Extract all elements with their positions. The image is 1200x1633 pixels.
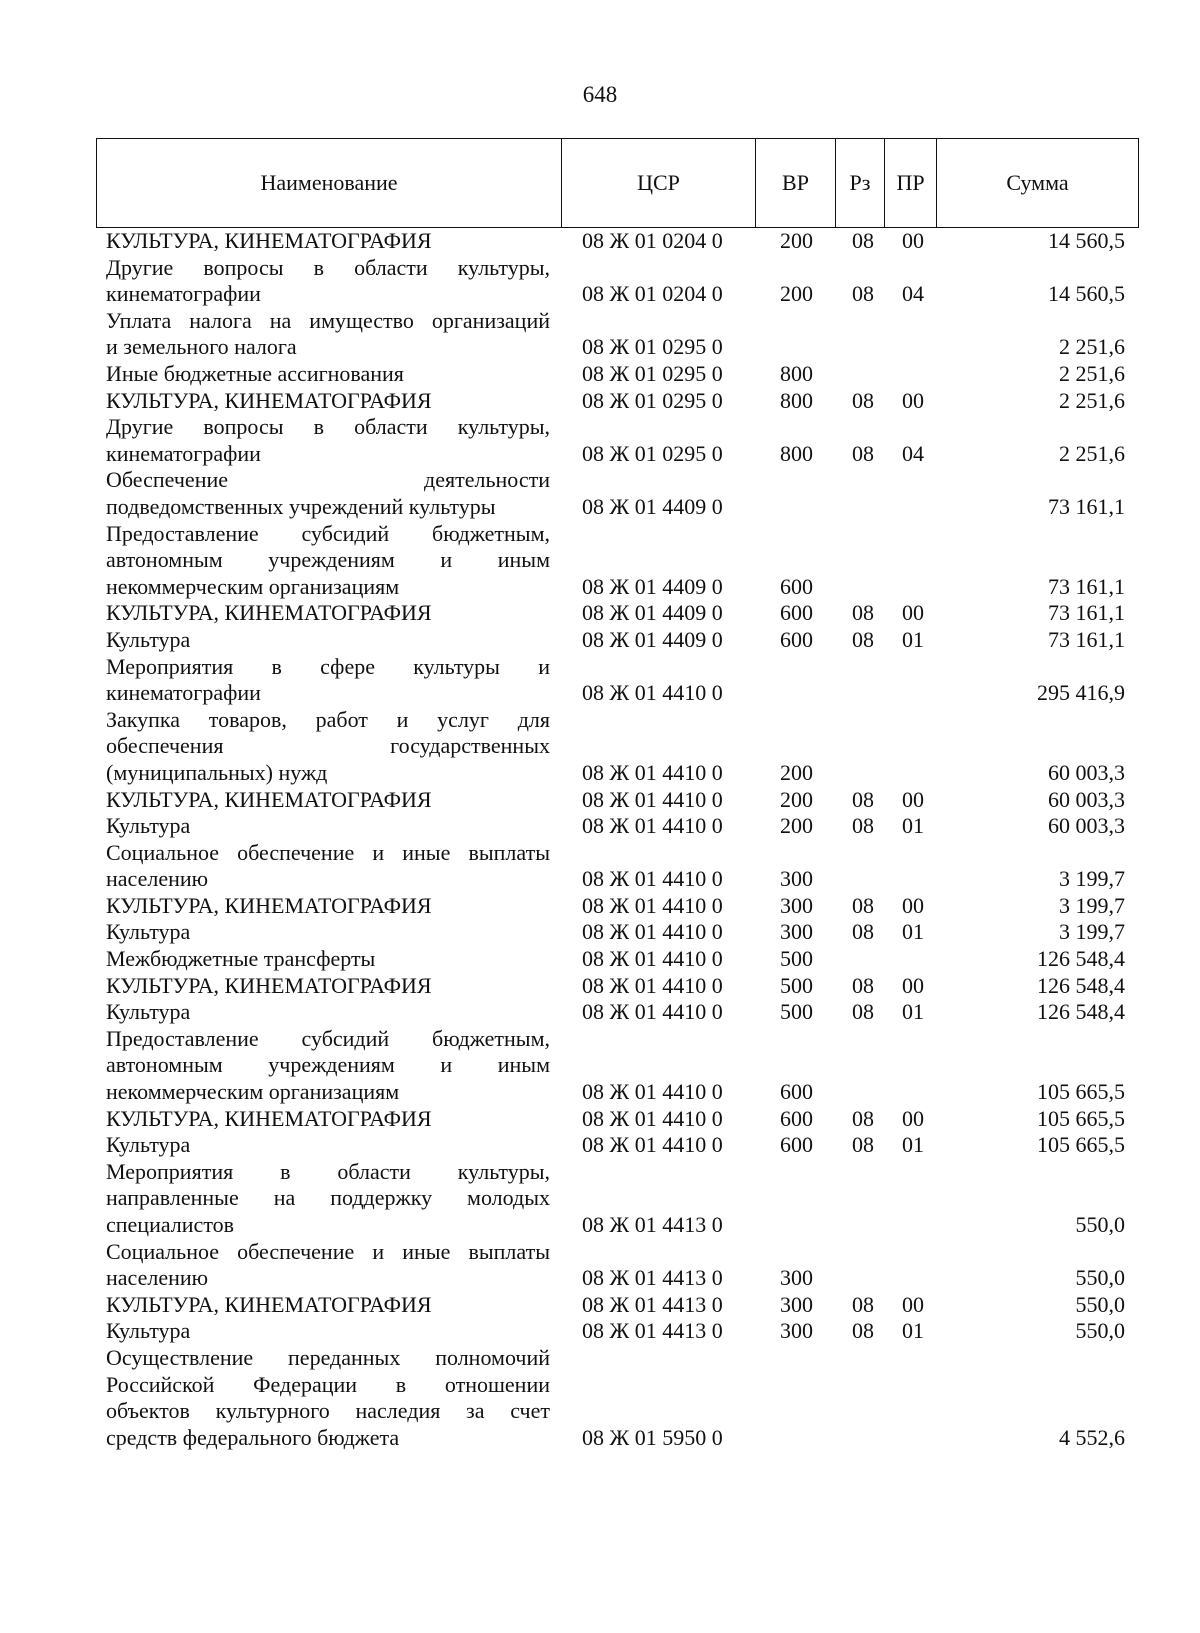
row-vr: 600	[780, 573, 813, 599]
row-name	[106, 973, 550, 1000]
row-csr: 08 Ж 01 0204 0	[582, 228, 723, 253]
row-name-line: обеспечения государственных	[106, 733, 550, 759]
row-csr: 08 Ж 01 4413 0	[582, 1291, 723, 1317]
row-pr: 00	[902, 1291, 924, 1317]
row-sum: 3 199,7	[1059, 919, 1125, 945]
row-name	[106, 521, 550, 601]
row-name-line: КУЛЬТУРА, КИНЕМАТОГРАФИЯ	[106, 1105, 432, 1131]
row-pr: 01	[902, 626, 924, 652]
row-name	[106, 813, 550, 840]
row-sum: 73 161,1	[1048, 626, 1125, 652]
table-row	[0, 627, 1200, 654]
row-csr: 08 Ж 01 4410 0	[582, 1105, 723, 1131]
row-csr: 08 Ж 01 4409 0	[582, 493, 723, 519]
row-name-line: КУЛЬТУРА, КИНЕМАТОГРАФИЯ	[106, 228, 432, 253]
table-row	[0, 1159, 1200, 1239]
row-vr: 500	[780, 946, 813, 972]
row-csr: 08 Ж 01 4410 0	[582, 786, 723, 812]
row-vr: 200	[780, 759, 813, 785]
row-name	[106, 361, 550, 388]
table-row	[0, 1132, 1200, 1159]
row-name-line: направленные на поддержку молодых	[106, 1185, 550, 1211]
row-sum: 3 199,7	[1059, 892, 1125, 918]
row-vr: 300	[780, 866, 813, 892]
row-pr: 04	[902, 440, 924, 466]
header-sum: Сумма	[937, 139, 1139, 228]
row-vr: 300	[780, 1265, 813, 1291]
row-sum: 295 416,9	[1037, 680, 1125, 706]
row-rz: 08	[852, 999, 874, 1025]
row-pr: 00	[902, 892, 924, 918]
table-row	[0, 893, 1200, 920]
row-rz: 08	[852, 281, 874, 307]
row-vr: 500	[780, 999, 813, 1025]
row-vr: 500	[780, 972, 813, 998]
row-vr: 200	[780, 281, 813, 307]
row-vr: 600	[780, 1079, 813, 1105]
row-csr: 08 Ж 01 4410 0	[582, 866, 723, 892]
row-vr: 800	[780, 387, 813, 413]
table-row	[0, 707, 1200, 787]
table-row	[0, 255, 1200, 308]
row-name	[106, 1239, 550, 1292]
row-name	[106, 308, 550, 361]
row-name	[106, 1292, 550, 1319]
row-name	[106, 787, 550, 814]
row-csr: 08 Ж 01 4413 0	[582, 1212, 723, 1238]
row-sum: 14 560,5	[1048, 281, 1125, 307]
table-row	[0, 919, 1200, 946]
row-sum: 2 251,6	[1059, 334, 1125, 360]
row-pr: 00	[902, 786, 924, 812]
row-csr: 08 Ж 01 0295 0	[582, 360, 723, 386]
row-rz: 08	[852, 1291, 874, 1317]
row-pr: 01	[902, 999, 924, 1025]
row-vr: 300	[780, 892, 813, 918]
row-name	[106, 600, 550, 627]
row-name-line: КУЛЬТУРА, КИНЕМАТОГРАФИЯ	[106, 972, 432, 998]
row-name-line: Уплата налога на имущество организаций	[106, 307, 550, 333]
row-csr: 08 Ж 01 0295 0	[582, 387, 723, 413]
row-csr: 08 Ж 01 4409 0	[582, 573, 723, 599]
row-sum: 2 251,6	[1059, 387, 1125, 413]
row-name	[106, 707, 550, 787]
row-csr: 08 Ж 01 4410 0	[582, 1132, 723, 1158]
row-name	[106, 467, 550, 520]
row-name-line: средств федерального бюджета	[106, 1424, 400, 1450]
row-name	[106, 1159, 550, 1239]
row-pr: 01	[902, 1132, 924, 1158]
header-csr: ЦСР	[562, 139, 756, 228]
table-row	[0, 946, 1200, 973]
row-name	[106, 999, 550, 1026]
row-pr: 00	[902, 387, 924, 413]
row-csr: 08 Ж 01 4410 0	[582, 813, 723, 839]
row-csr: 08 Ж 01 4409 0	[582, 626, 723, 652]
table-row	[0, 414, 1200, 467]
row-name-line: автономным учреждениям и иным	[106, 1052, 550, 1078]
row-name-line: Российской Федерации в отношении	[106, 1371, 550, 1397]
row-csr: 08 Ж 01 4409 0	[582, 600, 723, 626]
row-vr: 200	[780, 813, 813, 839]
row-sum: 105 665,5	[1037, 1079, 1125, 1105]
row-csr: 08 Ж 01 4413 0	[582, 1265, 723, 1291]
row-name-line: Культура	[106, 1132, 191, 1158]
row-name	[106, 919, 550, 946]
row-name	[106, 414, 550, 467]
row-name	[106, 388, 550, 415]
header-pr: ПР	[885, 139, 937, 228]
row-name-line: Предоставление субсидий бюджетным,	[106, 1025, 550, 1051]
row-name-line: специалистов	[106, 1212, 235, 1238]
row-vr: 800	[780, 360, 813, 386]
row-name-line: КУЛЬТУРА, КИНЕМАТОГРАФИЯ	[106, 892, 432, 918]
table-row	[0, 1106, 1200, 1133]
row-rz: 08	[852, 892, 874, 918]
table-row	[0, 654, 1200, 707]
row-vr: 600	[780, 600, 813, 626]
header-name: Наименование	[97, 139, 562, 228]
row-vr: 600	[780, 1132, 813, 1158]
table-row	[0, 600, 1200, 627]
row-sum: 550,0	[1075, 1318, 1125, 1344]
row-name-line: Культура	[106, 999, 191, 1025]
table-row	[0, 999, 1200, 1026]
row-csr: 08 Ж 01 4413 0	[582, 1318, 723, 1344]
row-rz: 08	[852, 440, 874, 466]
row-rz: 08	[852, 228, 874, 253]
row-name	[106, 1132, 550, 1159]
row-vr: 600	[780, 1105, 813, 1131]
row-vr: 800	[780, 440, 813, 466]
table-row	[0, 1292, 1200, 1319]
row-sum: 14 560,5	[1048, 228, 1125, 253]
row-name-line: Культура	[106, 626, 191, 652]
row-csr: 08 Ж 01 4410 0	[582, 759, 723, 785]
row-rz: 08	[852, 786, 874, 812]
row-sum: 73 161,1	[1048, 573, 1125, 599]
row-sum: 60 003,3	[1048, 759, 1125, 785]
row-name-line: Мероприятия в области культуры,	[106, 1158, 550, 1184]
row-sum: 60 003,3	[1048, 786, 1125, 812]
row-name-line: КУЛЬТУРА, КИНЕМАТОГРАФИЯ	[106, 600, 432, 626]
row-name-line: Культура	[106, 919, 191, 945]
row-name-line: Предоставление субсидий бюджетным,	[106, 520, 550, 546]
row-pr: 04	[902, 281, 924, 307]
row-name-line: Культура	[106, 1318, 191, 1344]
row-csr: 08 Ж 01 5950 0	[582, 1424, 723, 1450]
row-vr: 200	[780, 228, 813, 253]
row-name-line: КУЛЬТУРА, КИНЕМАТОГРАФИЯ	[106, 1291, 432, 1317]
row-rz: 08	[852, 387, 874, 413]
row-name-line: Социальное обеспечение и иные выплаты	[106, 839, 550, 865]
row-name-line: Социальное обеспечение и иные выплаты	[106, 1238, 550, 1264]
row-rz: 08	[852, 626, 874, 652]
row-sum: 73 161,1	[1048, 493, 1125, 519]
row-name	[106, 255, 550, 308]
row-csr: 08 Ж 01 4410 0	[582, 999, 723, 1025]
row-name-line: Культура	[106, 813, 191, 839]
row-name	[106, 1318, 550, 1345]
row-csr: 08 Ж 01 0204 0	[582, 281, 723, 307]
row-name-line: кинематографии	[106, 680, 261, 706]
row-name-line: объектов культурного наследия за счет	[106, 1398, 550, 1424]
row-name-line: Осуществление переданных полномочий	[106, 1345, 550, 1370]
row-name	[106, 1106, 550, 1133]
row-csr: 08 Ж 01 4410 0	[582, 680, 723, 706]
row-name	[106, 1026, 550, 1106]
row-csr: 08 Ж 01 4410 0	[582, 1079, 723, 1105]
row-rz: 08	[852, 600, 874, 626]
row-name-line: Закупка товаров, работ и услуг для	[106, 706, 550, 732]
row-pr: 01	[902, 813, 924, 839]
page-number: 648	[582, 82, 618, 107]
row-name-line: населению	[106, 1265, 209, 1291]
row-name-line: и земельного налога	[106, 334, 297, 360]
table-row	[0, 840, 1200, 893]
row-name	[106, 228, 550, 255]
table-row	[0, 467, 1200, 520]
table-row	[0, 361, 1200, 388]
row-sum: 2 251,6	[1059, 360, 1125, 386]
row-name-line: некоммерческим организациям	[106, 573, 400, 599]
row-sum: 105 665,5	[1037, 1105, 1125, 1131]
row-name-line: Другие вопросы в области культуры,	[106, 254, 550, 280]
row-name-line: КУЛЬТУРА, КИНЕМАТОГРАФИЯ	[106, 786, 432, 812]
row-pr: 00	[902, 972, 924, 998]
row-pr: 01	[902, 1318, 924, 1344]
table-row	[0, 1239, 1200, 1292]
row-name	[106, 654, 550, 707]
row-csr: 08 Ж 01 0295 0	[582, 440, 723, 466]
row-name-line: кинематографии	[106, 440, 261, 466]
row-name-line: КУЛЬТУРА, КИНЕМАТОГРАФИЯ	[106, 387, 432, 413]
table-row	[0, 1026, 1200, 1106]
row-name-line: кинематографии	[106, 281, 261, 307]
table-row	[0, 973, 1200, 1000]
row-name	[106, 946, 550, 973]
table-row	[0, 388, 1200, 415]
row-csr: 08 Ж 01 0295 0	[582, 334, 723, 360]
row-name-line: населению	[106, 866, 209, 892]
table-header	[96, 138, 1139, 228]
row-name-line: подведомственных учреждений культуры	[106, 493, 496, 519]
table-body	[0, 228, 1200, 1451]
row-vr: 600	[780, 626, 813, 652]
row-name-line: некоммерческим организациям	[106, 1079, 400, 1105]
row-vr: 300	[780, 1318, 813, 1344]
table-row	[0, 787, 1200, 814]
table-row	[0, 308, 1200, 361]
table-row	[0, 521, 1200, 601]
row-pr: 00	[902, 1105, 924, 1131]
row-name-line: Другие вопросы в области культуры,	[106, 414, 550, 440]
row-rz: 08	[852, 1318, 874, 1344]
row-name	[106, 1345, 550, 1451]
table-row	[0, 1318, 1200, 1345]
header-vr: ВР	[756, 139, 836, 228]
row-rz: 08	[852, 813, 874, 839]
row-sum: 60 003,3	[1048, 813, 1125, 839]
row-name	[106, 840, 550, 893]
row-csr: 08 Ж 01 4410 0	[582, 919, 723, 945]
row-sum: 73 161,1	[1048, 600, 1125, 626]
row-vr: 200	[780, 786, 813, 812]
header-rz: Рз	[836, 139, 885, 228]
row-csr: 08 Ж 01 4410 0	[582, 946, 723, 972]
table-row	[0, 1345, 1200, 1451]
row-sum: 126 548,4	[1037, 972, 1125, 998]
row-csr: 08 Ж 01 4410 0	[582, 892, 723, 918]
row-sum: 3 199,7	[1059, 866, 1125, 892]
row-sum: 550,0	[1075, 1265, 1125, 1291]
table-row	[0, 813, 1200, 840]
row-sum: 2 251,6	[1059, 440, 1125, 466]
row-name-line: Мероприятия в сфере культуры и	[106, 653, 550, 679]
row-rz: 08	[852, 1132, 874, 1158]
row-sum: 550,0	[1075, 1212, 1125, 1238]
row-rz: 08	[852, 972, 874, 998]
row-name	[106, 627, 550, 654]
row-vr: 300	[780, 1291, 813, 1317]
row-sum: 4 552,6	[1059, 1424, 1125, 1450]
row-rz: 08	[852, 1105, 874, 1131]
row-pr: 00	[902, 600, 924, 626]
row-name-line: Иные бюджетные ассигнования	[106, 360, 404, 386]
row-rz: 08	[852, 919, 874, 945]
row-csr: 08 Ж 01 4410 0	[582, 972, 723, 998]
row-sum: 126 548,4	[1037, 999, 1125, 1025]
row-sum: 105 665,5	[1037, 1132, 1125, 1158]
row-name-line: Межбюджетные трансферты	[106, 946, 376, 972]
row-sum: 126 548,4	[1037, 946, 1125, 972]
row-name-line: Обеспечение деятельности	[106, 467, 550, 493]
row-name-line: автономным учреждениям и иным	[106, 547, 550, 573]
table-row	[0, 228, 1200, 255]
row-pr: 00	[902, 228, 924, 253]
row-name	[106, 893, 550, 920]
row-name-line: (муниципальных) нужд	[106, 759, 328, 785]
row-vr: 300	[780, 919, 813, 945]
row-pr: 01	[902, 919, 924, 945]
row-sum: 550,0	[1075, 1291, 1125, 1317]
